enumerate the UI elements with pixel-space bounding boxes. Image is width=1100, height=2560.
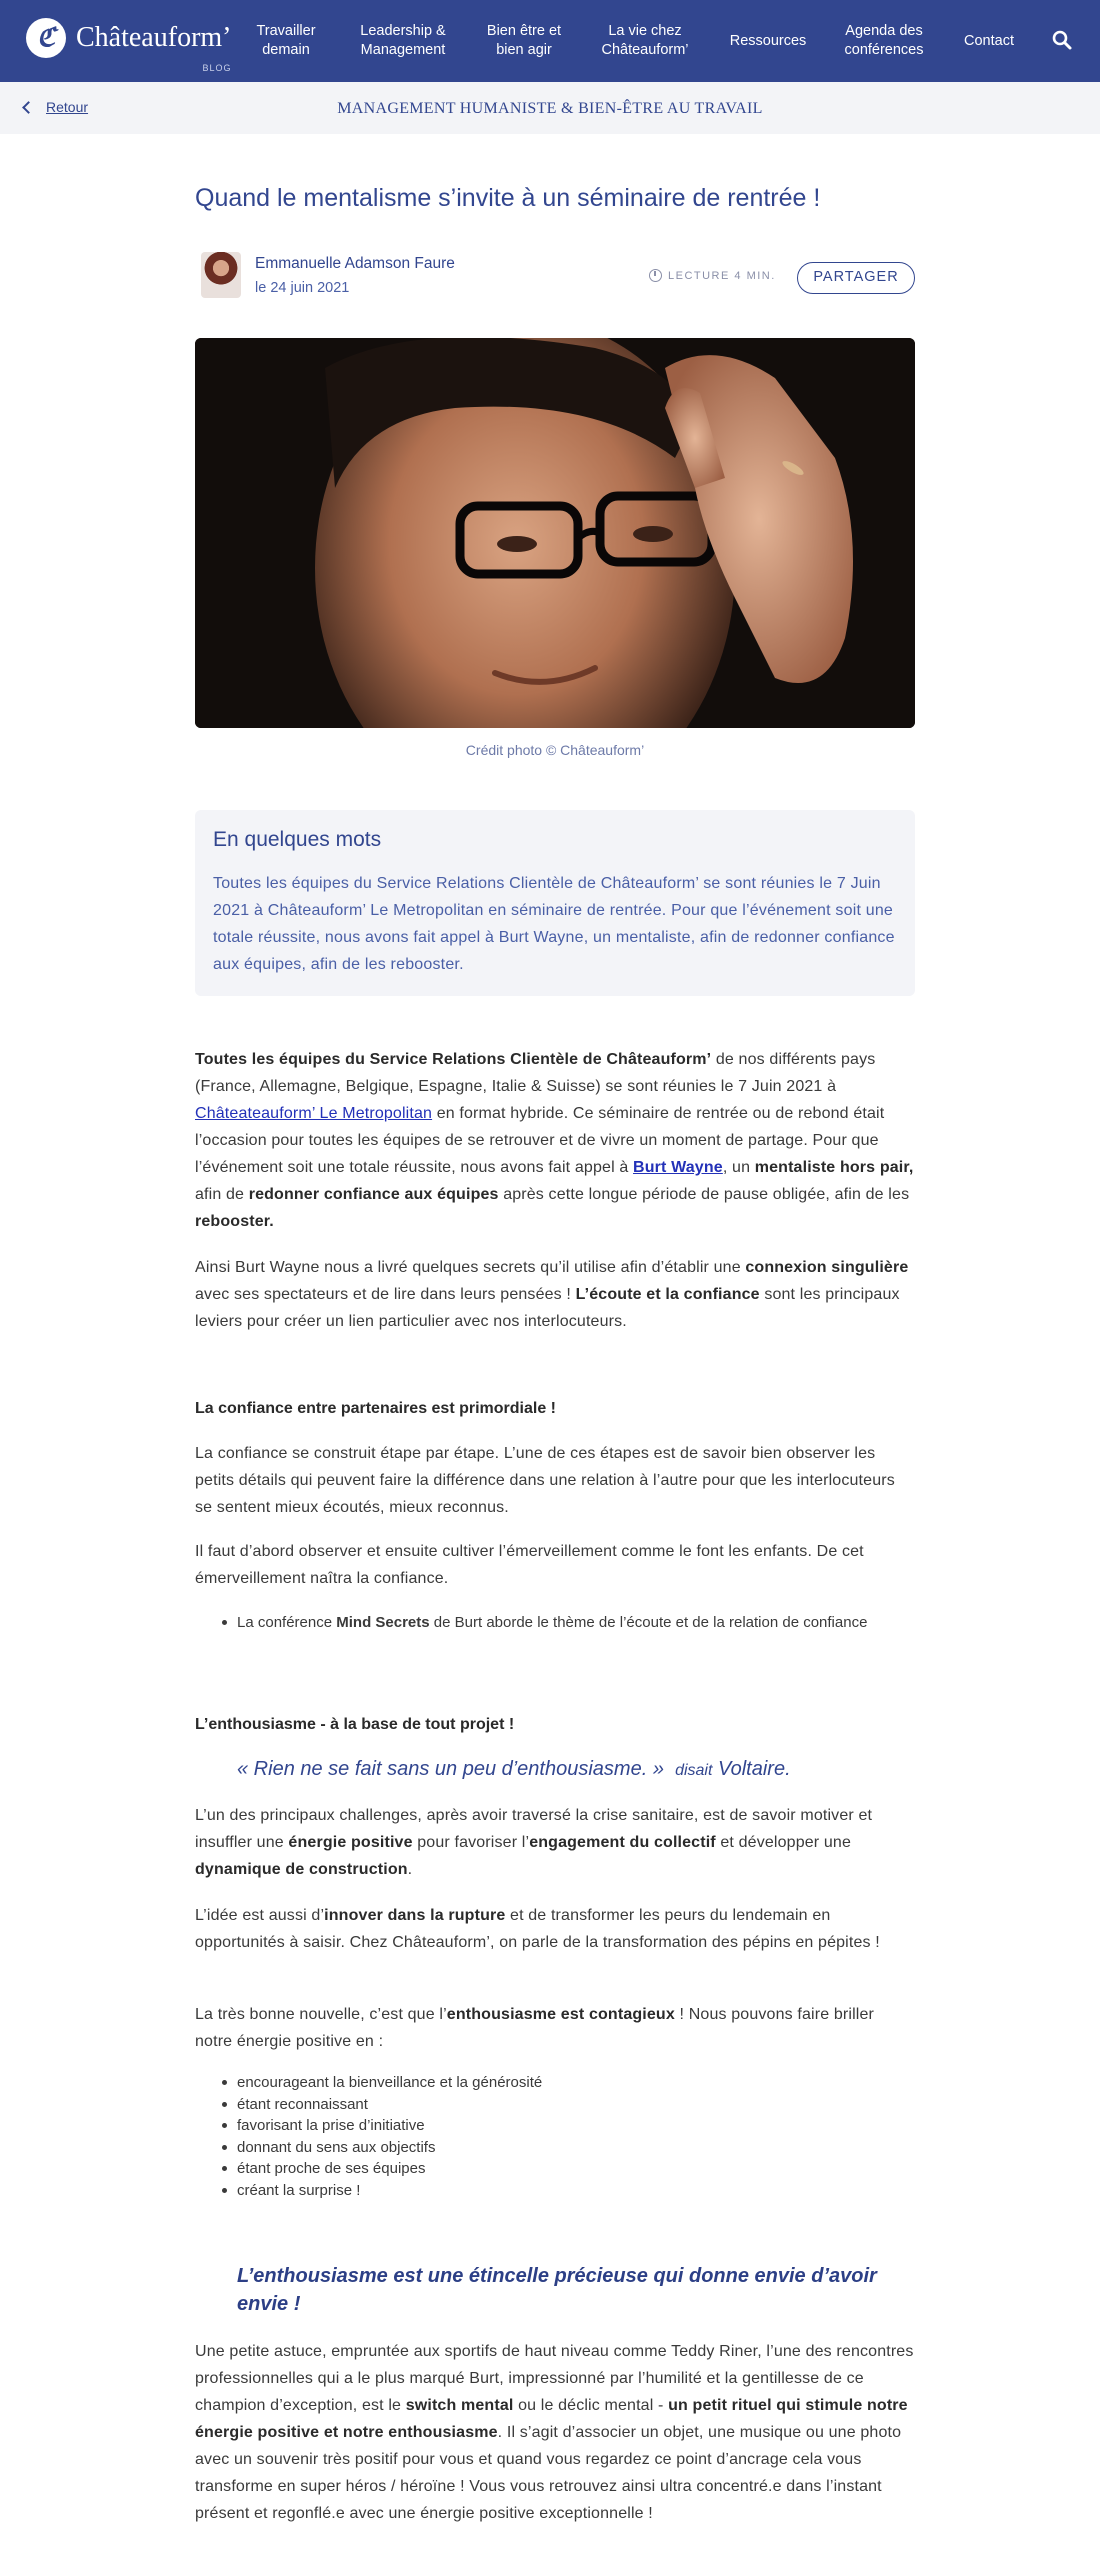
text-bold: L’écoute et la confiance (575, 1286, 760, 1303)
bullet-list-energie (237, 2072, 897, 2201)
text: La conférence (237, 1614, 337, 1631)
reading-time-label: LECTURE 4 MIN. (668, 269, 776, 282)
text-bold: innover dans la rupture (324, 1907, 506, 1924)
text: L’idée est aussi d’ (195, 1907, 325, 1924)
text: et de transformer les peurs du lendemain en opportunités à saisir. Chez Châteauform’, on parle de la transformation des pépins en pépites ! (195, 1907, 880, 1951)
bullet-list-conference (237, 1612, 897, 1634)
paragraph-intro (195, 1046, 915, 1235)
nav-item-agenda[interactable]: Agenda des conférences (844, 23, 924, 58)
text: ou le déclic mental - (513, 2397, 669, 2414)
text-bold: enthousiasme est contagieux (446, 2006, 675, 2023)
text: en format hybride. Ce séminaire de rentrée ou de rebond était l’occasion pour toutes les équipes de se retrouver et de vivre un moment de partage. Pour que l’événement soit une totale réussite, nous avons fait appel à (195, 1105, 885, 1176)
text: Une petite astuce, empruntée aux sportifs de haut niveau comme Teddy Riner, l’une des rencontres professionnelles qui a le plus marqué Burt, impressionné par l’humilité et la gentillesse de ce champion d’exception, est le (195, 2343, 914, 2414)
nav-item-ressources[interactable]: Ressources (729, 32, 807, 49)
text: après cette longue période de pause obligée, afin de les (498, 1186, 910, 1203)
nav-item-travailler-demain[interactable]: Travailler demain (256, 23, 316, 58)
text: . (407, 1861, 413, 1878)
site-logo[interactable] (26, 18, 232, 73)
search-icon[interactable] (1051, 29, 1073, 51)
text-bold: un petit rituel qui stimule notre énergie positive et notre enthousiasme (195, 2397, 908, 2441)
summary-text: Toutes les équipes du Service Relations Clientèle de Châteauform’ se sont réunies le 7 Juin 2021 à Châteauform’ Le Metropolitan en séminaire de rentrée. Pour que l’événement soit une totale réussite, nous avons fait appel à Burt Wayne, un mentaliste, afin de redonner confiance aux équipes, afin de les rebooster. (213, 875, 895, 973)
category-title[interactable]: MANAGEMENT HUMANISTE & BIEN-ÊTRE AU TRAVAIL (337, 100, 763, 117)
text-bold: Mind Secrets (336, 1614, 430, 1631)
article-title: Quand le mentalisme s’invite à un séminaire de rentrée ! (195, 184, 821, 212)
text: de Burt aborde le thème de l’écoute et de la relation de confiance (429, 1614, 868, 1631)
text: et développer une (715, 1834, 852, 1851)
list-item (237, 1612, 897, 1634)
quote-text: « Rien ne se fait sans un peu d’enthousiasme. » (237, 1758, 664, 1780)
sub-header (0, 82, 1100, 134)
author-row (195, 250, 915, 300)
hero-photo (195, 338, 915, 728)
link-burt-wayne[interactable]: Burt Wayne (633, 1159, 723, 1176)
paragraph-confiance-1: La confiance se construit étape par étape. L’une de ces étapes est de savoir bien observer les petits détails qui peuvent faire la différence dans une relation à l’autre pour que les interlocuteurs se sentent mieux écoutés, mieux reconnus. (195, 1445, 895, 1516)
summary-box (195, 810, 915, 996)
share-button[interactable]: PARTAGER (797, 262, 915, 294)
nav-item-bien-etre[interactable]: Bien être et bien agir (486, 23, 562, 58)
text: Ainsi Burt Wayne nous a livré quelques secrets qu’il utilise afin d’établir une (195, 1259, 746, 1276)
text: ! Nous pouvons faire briller notre énergie positive en : (195, 2006, 875, 2050)
text-bold: engagement du collectif (529, 1834, 716, 1851)
list-item: étant proche de ses équipes (237, 2158, 897, 2180)
paragraph-challenges (195, 1802, 915, 1883)
nav-item-leadership[interactable]: Leadership & Management (360, 23, 446, 58)
voltaire-quote (237, 1758, 877, 1781)
paragraph-secrets (195, 1254, 915, 1335)
text-bold: mentaliste hors pair, (754, 1159, 914, 1176)
main-nav (238, 0, 1100, 82)
list-item: créant la surprise ! (237, 2180, 897, 2202)
paragraph-confiance-2: Il faut d’abord observer et ensuite cultiver l’émerveillement comme le font les enfants. De cet émerveillement naîtra la confiance. (195, 1543, 864, 1587)
back-label: Retour (46, 99, 89, 115)
logo-mark-icon: ℭ (26, 18, 66, 58)
list-item: favorisant la prise d’initiative (237, 2115, 897, 2137)
paragraph-rupture (195, 1902, 915, 1956)
text: pour favoriser l’ (412, 1834, 530, 1851)
author-name[interactable]: Emmanuelle Adamson Faure (255, 255, 455, 272)
brand-name: Châteauform’ (76, 22, 232, 53)
logo-wordmark (76, 22, 232, 73)
text: de nos différents pays (France, Allemagne, Belgique, Espagne, Italie & Suisse) se sont réunies le 7 Juin 2021 à (195, 1051, 876, 1095)
section-heading-confiance: La confiance entre partenaires est primordiale ! (195, 1400, 557, 1417)
text: afin de (195, 1186, 249, 1203)
text: avec ses spectateurs et de lire dans leurs pensées ! (195, 1286, 576, 1303)
text-bold: redonner confiance aux équipes (248, 1186, 499, 1203)
nav-item-contact[interactable]: Contact (964, 32, 1014, 49)
text: sont les principaux leviers pour créer un lien particulier avec nos interlocuteurs. (195, 1286, 900, 1330)
text: , un (722, 1159, 755, 1176)
text: L’un des principaux challenges, après avoir traversé la crise sanitaire, est de savoir motiver et insuffler une (195, 1807, 873, 1851)
text: . Il s’agit d’associer un objet, une musique ou une photo avec un souvenir très positif pour vous et quand vous regardez ce point d’ancrage cela vous transforme en super héros / héroïne ! Vous vous retrouvez ainsi ultra concentré.e dans l’instant présent et regonflé.e avec une énergie positive exceptionnelle ! (195, 2424, 902, 2522)
paragraph-switch-mental (195, 2338, 915, 2527)
text-bold: dynamique de construction (195, 1861, 408, 1878)
paragraph-contagieux (195, 2001, 915, 2055)
text-bold: énergie positive (288, 1834, 413, 1851)
text: La très bonne nouvelle, c’est que l’ (195, 2006, 447, 2023)
link-metropolitan[interactable]: Châteateauform’ Le Metropolitan (195, 1105, 433, 1122)
clock-icon (649, 269, 662, 282)
author-avatar (201, 252, 241, 298)
quote-author: Voltaire. (718, 1758, 791, 1780)
photo-caption: Crédit photo © Châteauform’ (465, 742, 645, 758)
text-bold: Toutes les équipes du Service Relations Clientèle de Châteauform’ (195, 1051, 712, 1068)
quote-attr-word: disait (675, 1762, 713, 1779)
publish-date: le 24 juin 2021 (255, 280, 350, 296)
pull-quote: L’enthousiasme est une étincelle précieuse qui donne envie d’avoir envie ! (237, 2265, 877, 2315)
summary-title: En quelques mots (213, 828, 382, 851)
brand-sub: BLOG (202, 63, 232, 73)
text-bold: rebooster. (195, 1213, 274, 1230)
portrait-illustration (195, 338, 915, 728)
list-item: étant reconnaissant (237, 2094, 897, 2116)
text-bold: connexion singulière (745, 1259, 909, 1276)
top-navigation-bar (0, 0, 1100, 82)
section-heading-enthousiasme: L’enthousiasme - à la base de tout projet ! (195, 1716, 515, 1733)
text-bold: switch mental (405, 2397, 514, 2414)
reading-time (649, 269, 776, 282)
nav-item-vie-chateauform[interactable]: La vie chez Châteauform’ (601, 23, 689, 58)
list-item: encourageant la bienveillance et la générosité (237, 2072, 897, 2094)
list-item: donnant du sens aux objectifs (237, 2137, 897, 2159)
